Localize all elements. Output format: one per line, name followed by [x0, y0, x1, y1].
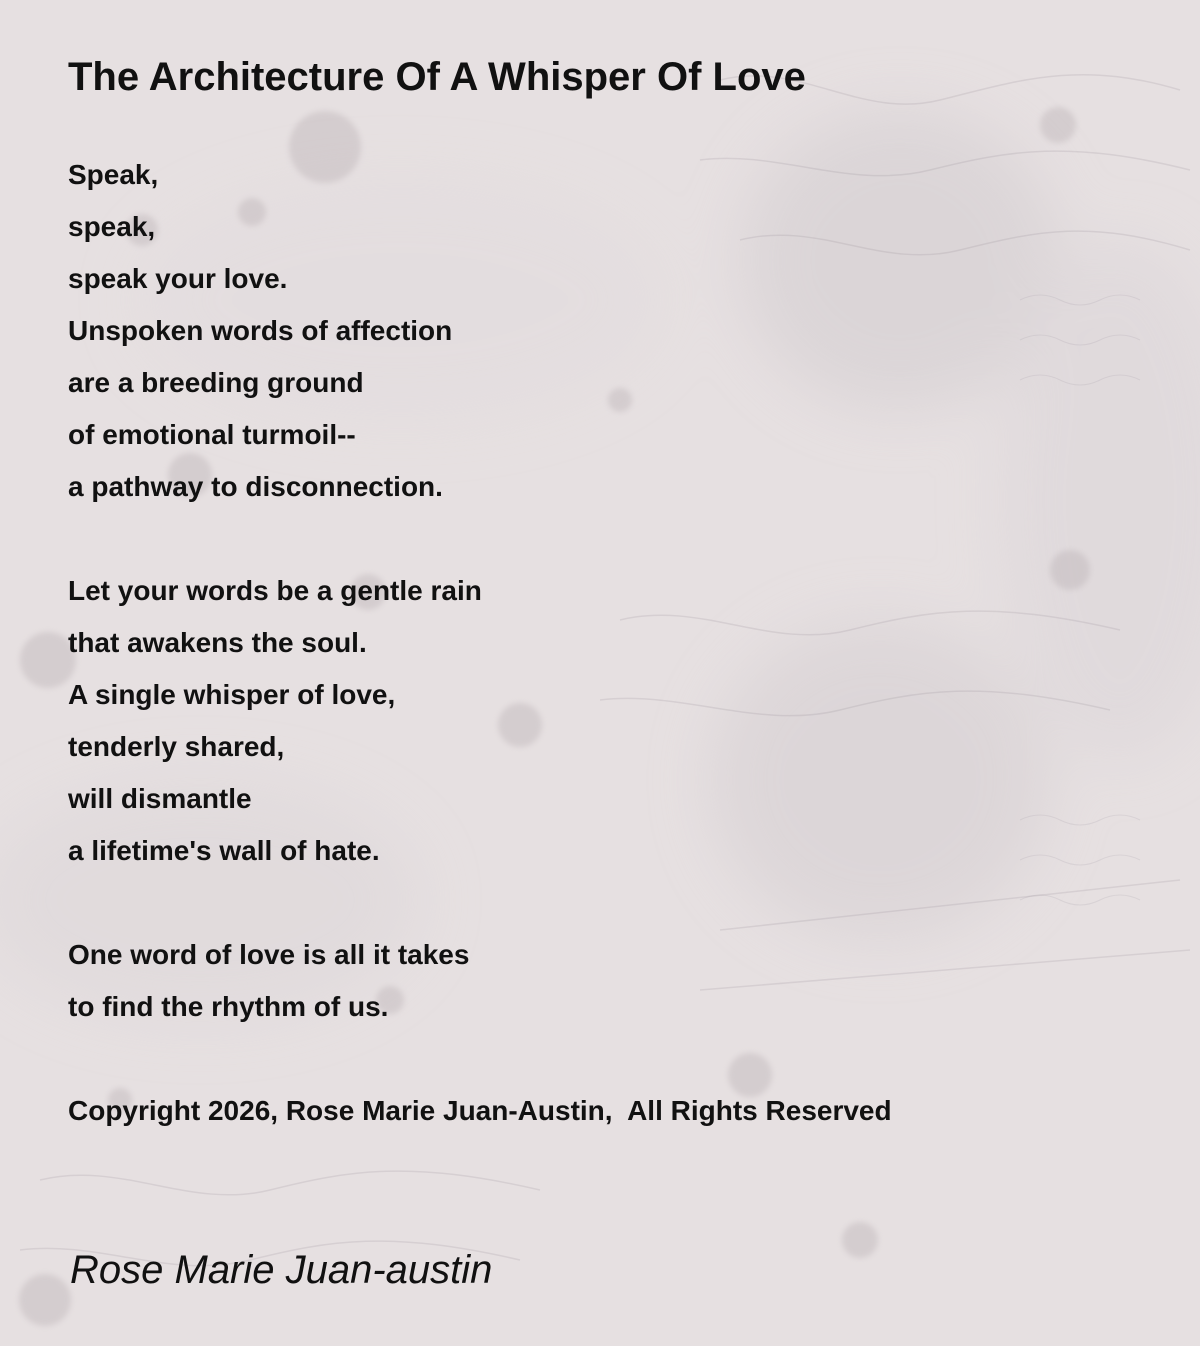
- poem-line: speak your love.: [68, 263, 288, 294]
- poem-line: to find the rhythm of us.: [68, 991, 389, 1022]
- poem-line: speak,: [68, 211, 156, 242]
- poem-line: of emotional turmoil--: [68, 419, 356, 450]
- poem-line: that awakens the soul.: [68, 627, 367, 658]
- poem-line: Let your words be a gentle rain: [68, 575, 482, 606]
- poem-line: will dismantle: [68, 783, 252, 814]
- poem-body: [68, 149, 1148, 1137]
- stanza-2: [68, 565, 1148, 877]
- poem-line: tenderly shared,: [68, 731, 285, 762]
- copyright-notice: Copyright 2026, Rose Marie Juan-Austin, All Rights Reserved: [68, 1095, 892, 1126]
- poem-title: The Architecture Of A Whisper Of Love: [68, 55, 806, 99]
- poem-line: Speak,: [68, 159, 159, 190]
- stanza-3: [68, 929, 1148, 1033]
- poem-line: a pathway to disconnection.: [68, 471, 443, 502]
- poem-line: are a breeding ground: [68, 367, 364, 398]
- author-name: Rose Marie Juan-austin: [70, 1248, 493, 1292]
- poem-line: One word of love is all it takes: [68, 939, 470, 970]
- poem-line: Unspoken words of affection: [68, 315, 453, 346]
- poem-line: A single whisper of love,: [68, 679, 396, 710]
- poem-line: a lifetime's wall of hate.: [68, 835, 380, 866]
- stanza-1: [68, 149, 1148, 513]
